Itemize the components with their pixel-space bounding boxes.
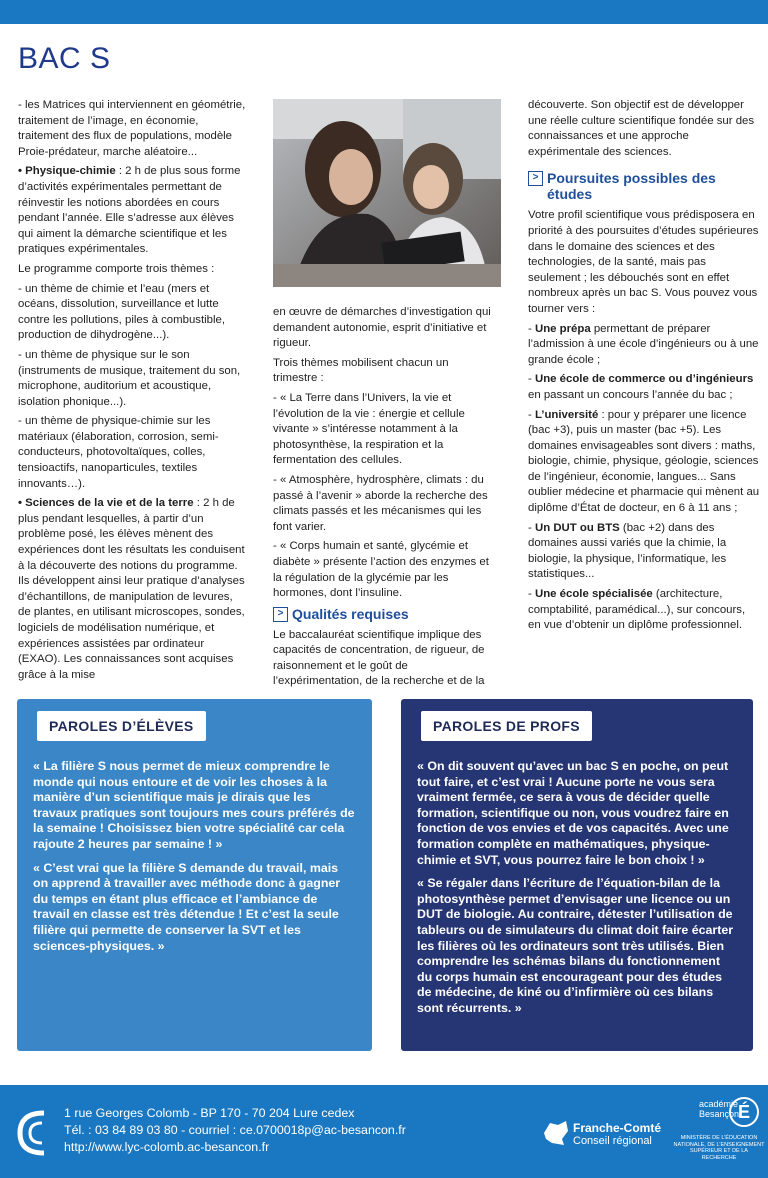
arrow-box-icon: > <box>273 607 288 622</box>
teacher-quote: « Se régaler dans l’écriture de l’équation-bilan de la photosynthèse permet d’envisager une licence ou un DUT de biologie. Au contraire, détester l’utilisation de tableurs ou de simulateurs du climat doit faire écarter les filières où les ordinateurs sont très utilisés. Bien comprendre les schémas bilans du fonctionnement du corps humain est encourageant pour des études de médecine, de kiné ou d’infirmière où ces bilans sont récurrents. » <box>417 876 734 1015</box>
paragraph-svt: • Sciences de la vie et de la terre : 2 h de plus pendant lesquelles, à partir d’un problème posé, les élèves mènent des expériences dont les résultats les conduisent à la découverte des notions du programme. Ils développent ainsi leur pratique d’analyses d’échantillons, de manipulation de levures, de plantes, en utilisant microscopes, sondes, logiciels de modélisation numérique, et expériences assistées par ordinateur (EXAO). Les connaissances sont acquises grâce à la mise <box>18 497 245 681</box>
address-line: 1 rue Georges Colomb - BP 170 - 70 204 Lure cedex <box>64 1106 355 1120</box>
students-lab-photo <box>273 99 501 287</box>
paragraph: - « Atmosphère, hydrosphère, climats : du passé à l’avenir » aborde la recherche des climats passés et les mécanismes qui les font varier. <box>273 473 488 533</box>
paragraph: - « Corps humain et santé, glycémie et diabète » présente l’action des enzymes et la régulation de la glycémie par les hormones, dont l’insuline. <box>273 540 489 600</box>
section-heading-qualites: > Qualités requises <box>273 606 495 622</box>
paragraph: Le programme comporte trois thèmes : <box>18 262 215 275</box>
region-title: Franche-Comté <box>573 1121 662 1135</box>
student-quote: « C’est vrai que la filière S demande du travail, mais on apprend à travailler avec méthode donc à gagner du temps en étant plus efficace et l’ambiance de travail en classe est très détendue ! Et c’est la seule filière qui permette de conserver la SVT et les sciences-physiques. » <box>33 860 341 953</box>
paroles-profs-box <box>401 699 753 1051</box>
paragraph: - un thème de physique-chimie sur les matériaux (élaboration, corrosion, semi-conducteurs, photovoltaïques, colles, tensioactifs, nanoparticules, textiles innovants…). <box>18 415 219 490</box>
list-item: - L’université : pour y préparer une licence (bac +3), puis un master (bac +5). Les domaines envisageables sont divers : maths, biologie, chimie, physique, géologie, sciences de l’ingénieur, économie, langues... Sans oublier médecine et pharmacie qui mènent au diplôme d’État de docteur, en 6 à 11 ans ; <box>528 408 760 515</box>
paragraph: découverte. Son objectif est de développer une réelle culture scientifique fondée sur des connaissances et une approche expérimentale des sciences. <box>528 99 755 158</box>
academie-emblem-icon: É <box>729 1097 759 1127</box>
box-label-eleves: PAROLES D’ÉLÈVES <box>37 711 206 741</box>
arrow-box-icon: > <box>528 171 543 186</box>
teacher-quote: « On dit souvent qu’avec un bac S en poche, on peut tout faire, et c’est vrai ! Aucune porte ne vous sera vraiment fermée, ce sera à vous de décider quelle formation, scientifique ou non, vous voudrez faire en fonction de vos envies et de vos capacités. Avec une formation complète en mathématiques, physique-chimie et SVT, vous pourrez faire le bon choix ! » <box>417 759 729 867</box>
contact-block <box>64 1105 406 1156</box>
paragraph: en œuvre de démarches d’investigation qui demandent autonomie, esprit d’initiative et rigueur. <box>273 306 491 350</box>
paragraph: Trois thèmes mobilisent chacun un trimestre : <box>273 356 449 385</box>
page-title: BAC S <box>18 42 111 75</box>
academie-line-2: Besançon <box>699 1109 740 1119</box>
column-1 <box>18 98 248 687</box>
paragraph: Le baccalauréat scientifique implique des capacités de concentration, de rigueur, de raisonnement et le goût de l’expérimentation, de la recherche et de la <box>273 628 485 688</box>
paroles-eleves-box <box>17 699 372 1051</box>
lycee-logo <box>14 1107 52 1159</box>
box-label-profs: PAROLES DE PROFS <box>421 711 592 741</box>
list-item: - Une école de commerce ou d’ingénieurs en passant un concours l’année du bac ; <box>528 373 754 401</box>
list-item: - Un DUT ou BTS (bac +2) dans des domaines aussi variés que la chimie, la biologie, la physique, l’informatique, les statistiques... <box>528 521 727 581</box>
paragraph: - un thème de physique sur le son (instruments de musique, traitement du son, microphone, auditorium et acoustique, isolation phonique...). <box>18 348 241 408</box>
phone-email-line: Tél. : 03 84 89 03 80 - courriel : ce.0700018p@ac-besancon.fr <box>64 1123 406 1137</box>
website-link[interactable]: http://www.lyc-colomb.ac-besancon.fr <box>64 1140 270 1154</box>
paragraph: - les Matrices qui interviennent en géométrie, traitement de l’image, en économie, traitement des flux de populations, modèle Proie-prédateur, marche aléatoire... <box>18 99 246 158</box>
list-item: - Une prépa permettant de préparer l’admission à une école d’ingénieurs ou à une grande école ; <box>528 322 759 366</box>
paragraph: - « La Terre dans l’Univers, la vie et l’évolution de la vie : énergie et cellule vivante » s’intéresse notamment à la photosynthèse, la respiration et la fermentation des cellules. <box>273 391 465 467</box>
paragraph-physique-chimie: • Physique-chimie : 2 h de plus sous forme d’activités expérimentales permettant de réinvestir les notions abordées en cours pendant l’année. Elle s’adresse aux élèves qui aiment la démarche scientifique et les pratiques expérimentales. <box>18 165 241 256</box>
region-subtitle: Conseil régional <box>573 1135 652 1147</box>
academie-line-1: académie <box>699 1099 739 1109</box>
column-2 <box>273 305 495 694</box>
region-map-icon <box>540 1119 570 1147</box>
section-heading-poursuites: > Poursuites possibles des études <box>528 170 760 202</box>
paragraph: - un thème de chimie et l’eau (mers et océans, dissolution, surveillance et lutte contre les pollutions, piles à combustible, production de dihydrogène...). <box>18 282 226 342</box>
list-item: - Une école spécialisée (architecture, comptabilité, paramédical...), sur concours, en vue d’obtenir un diplôme professionnel. <box>528 588 746 632</box>
footer <box>0 1085 768 1178</box>
student-quote: « La filière S nous permet de mieux comprendre le monde qui nous entoure et de voir les choses à la manière d’un scientifique mais je dirais que les travaux pratiques sont toujours mes cours préférés de la semaine ! Choisissez bien votre spécialité car cela rajoute 2 heures par semaine ! » <box>33 759 355 851</box>
column-3 <box>528 98 760 638</box>
paragraph: Votre profil scientifique vous prédisposera en priorité à des poursuites d’études supérieures dans le domaine des sciences et des technologies, de la santé, mais pas seulement ; les débouchés sont en effet nombreux après un bac S. Vous pouvez vous tourner vers : <box>528 209 759 315</box>
top-band <box>0 0 768 24</box>
ministere-text: MINISTÈRE DE L’ÉDUCATION NATIONALE, DE L’ENSEIGNEMENT SUPÉRIEUR ET DE LA RECHERCHE <box>673 1135 765 1161</box>
